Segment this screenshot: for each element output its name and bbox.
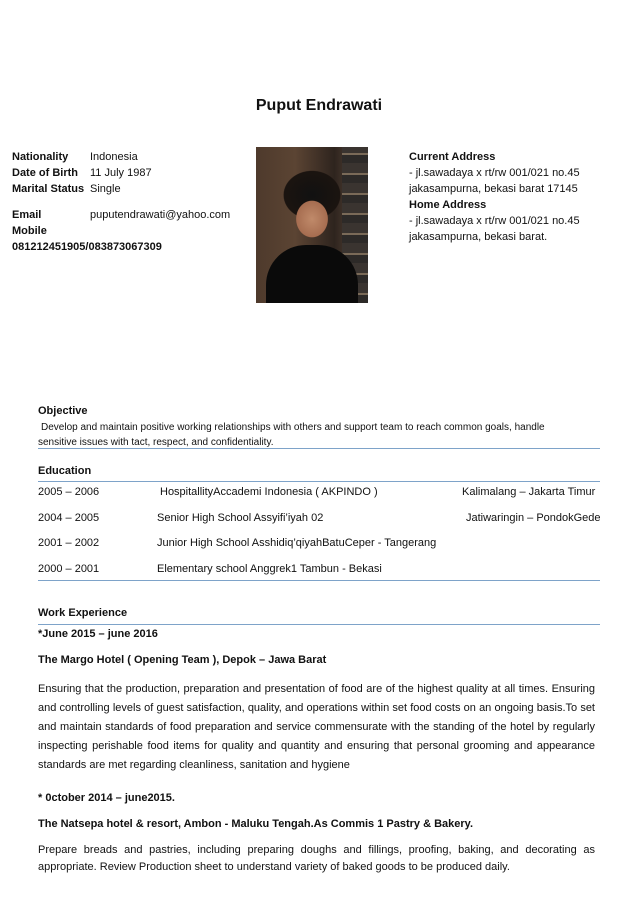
email-label: Email [12, 209, 42, 221]
marital-label: Marital Status [12, 183, 85, 195]
edu-years-4: 2000 – 2001 [38, 563, 100, 575]
nationality-value: Indonesia [90, 151, 138, 163]
objective-divider [38, 448, 600, 449]
edu-school-1: HospitallityAccademi Indonesia ( AKPINDO ) [160, 486, 378, 498]
edu-school-3: Junior High School Asshidiq’qiyahBatuCeper - Tangerang [157, 537, 437, 549]
dob-value: 11 July 1987 [90, 167, 152, 179]
current-address-line1: - jl.sawadaya x rt/rw 001/021 no.45 [409, 167, 580, 179]
work-heading: Work Experience [38, 607, 128, 619]
email-value: puputendrawati@yahoo.com [90, 209, 231, 221]
edu-years-2: 2004 – 2005 [38, 512, 100, 524]
objective-text [38, 420, 598, 450]
profile-photo [256, 147, 368, 303]
job1-title: The Margo Hotel ( Opening Team ), Depok – Jawa Barat [38, 654, 327, 666]
current-address-line2: jakasampurna, bekasi barat 17145 [409, 183, 578, 195]
nationality-label: Nationality [12, 151, 69, 163]
job2-title: The Natsepa hotel & resort, Ambon - Maluku Tengah.As Commis 1 Pastry & Bakery. [38, 818, 474, 830]
objective-heading: Objective [38, 405, 88, 417]
edu-school-2: Senior High School Assyifi’iyah 02 [157, 512, 324, 524]
job2-description: Prepare breads and pastries, including preparing doughs and fillings, proofing, baking, and decorating as appropriate. Review Production sheet to understand variety of baked goods to be produced daily. [38, 844, 595, 873]
edu-years-3: 2001 – 2002 [38, 537, 100, 549]
objective-line2: sensitive issues with tact, respect, and confidentiality. [38, 437, 274, 448]
education-heading: Education [38, 465, 92, 477]
home-address-label: Home Address [409, 199, 487, 211]
job1-description: Ensuring that the production, preparation and presentation of food are of the highest quality at all times. Ensuring and controlling levels of guest satisfaction, quality, and operations within set food costs on an ongoing basis.To set and maintain standards of food preparation and service commensurate with the standing of the hotel by regularly inspecting perishable food items for quality and quantity and ensuring that personal grooming and appearance standards are met regarding cleanliness, sanitation and hygiene [38, 683, 595, 771]
current-address-label: Current Address [409, 151, 496, 163]
objective-line1: Develop and maintain positive working relationships with others and support team to reach common goals, handle [41, 422, 545, 433]
address-block [409, 149, 629, 245]
page-title: Puput Endrawati [255, 97, 383, 114]
edu-school-4: Elementary school Anggrek1 Tambun - Bekasi [157, 563, 382, 575]
job2-period: * 0ctober 2014 – june2015. [38, 792, 175, 804]
home-address-line1: - jl.sawadaya x rt/rw 001/021 no.45 [409, 215, 580, 227]
mobile-label: Mobile [12, 225, 47, 237]
job1-period: *June 2015 – june 2016 [38, 628, 158, 640]
home-address-line2: jakasampurna, bekasi barat. [409, 231, 548, 243]
edu-place-2: Jatiwaringin – PondokGede [466, 512, 601, 524]
edu-years-1: 2005 – 2006 [38, 486, 100, 498]
edu-place-1: Kalimalang – Jakarta Timur [462, 486, 596, 498]
personal-info [12, 149, 252, 255]
education-divider-bottom [38, 580, 600, 581]
education-divider-top [38, 481, 600, 482]
dob-label: Date of Birth [12, 167, 78, 179]
mobile-value: 081212451905/083873067309 [12, 241, 162, 253]
marital-value: Single [90, 183, 121, 195]
work-divider [38, 624, 600, 625]
